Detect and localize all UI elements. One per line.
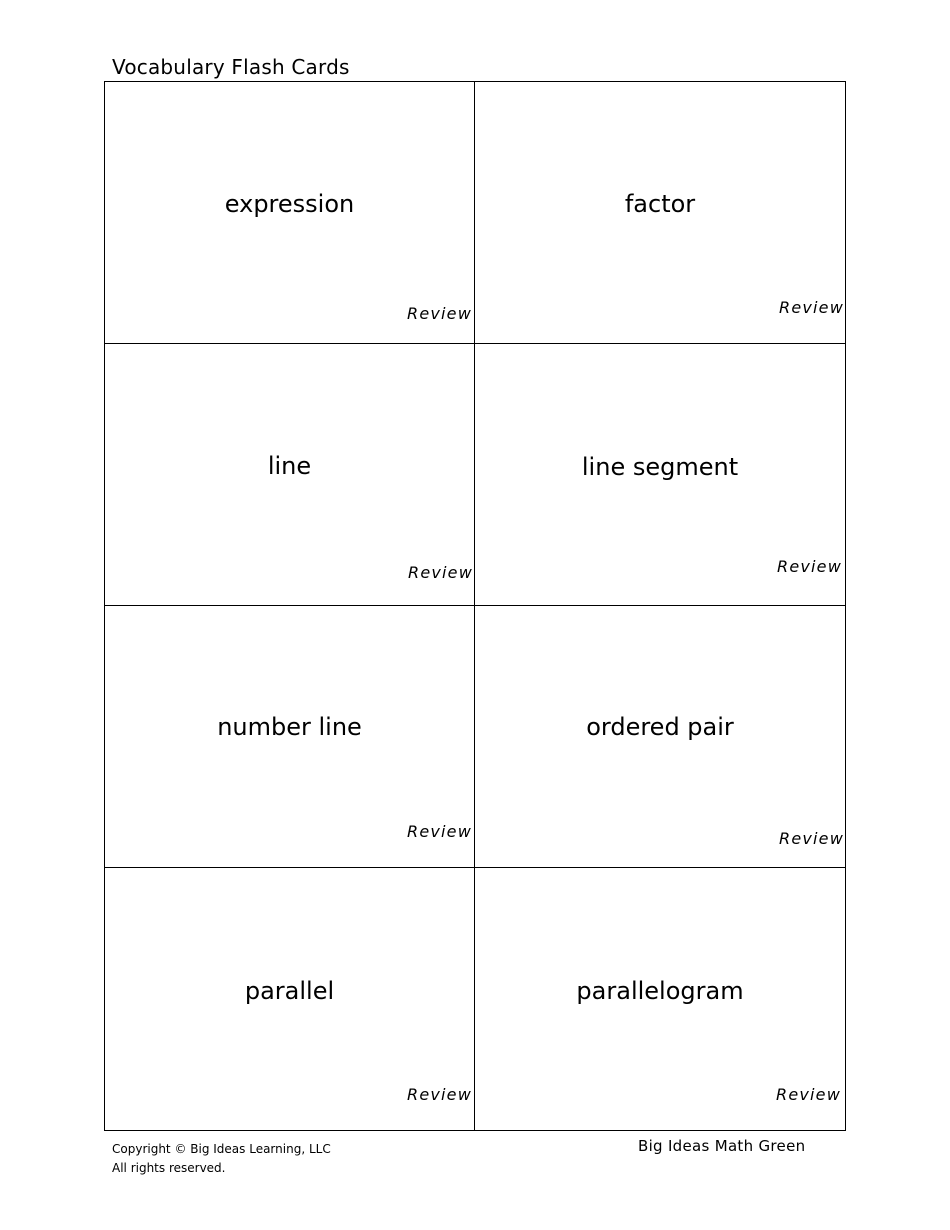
flash-card-line [105,344,475,606]
flash-card-factor [475,82,845,344]
flash-card-number-line [105,606,475,868]
card-review-tag: Review [779,829,845,848]
card-term: line [267,452,312,480]
card-term: factor [624,190,696,218]
card-term: line segment [581,453,739,481]
flash-card-parallelogram [475,868,845,1130]
card-review-tag: Review [779,298,845,317]
card-review-tag: Review [407,1085,473,1104]
card-term: ordered pair [586,713,734,741]
flash-card-expression [105,82,475,344]
card-review-tag: Review [407,822,473,841]
card-term: expression [224,190,355,218]
copyright-line: Copyright © Big Ideas Learning, LLC [112,1142,331,1156]
flash-card-parallel [105,868,475,1130]
card-review-tag: Review [776,1085,842,1104]
flash-card-grid [104,81,846,1131]
rights-line: All rights reserved. [112,1161,226,1175]
card-review-tag: Review [777,557,843,576]
flash-card-line-segment [475,344,845,606]
card-term: number line [217,713,362,741]
card-term: parallelogram [576,977,744,1005]
card-review-tag: Review [408,563,474,582]
footer-copyright [112,1140,331,1178]
footer-brand: Big Ideas Math Green [638,1137,806,1155]
page-title: Vocabulary Flash Cards [112,55,350,79]
card-term: parallel [244,977,335,1005]
flash-card-ordered-pair [475,606,845,868]
card-review-tag: Review [407,304,473,323]
